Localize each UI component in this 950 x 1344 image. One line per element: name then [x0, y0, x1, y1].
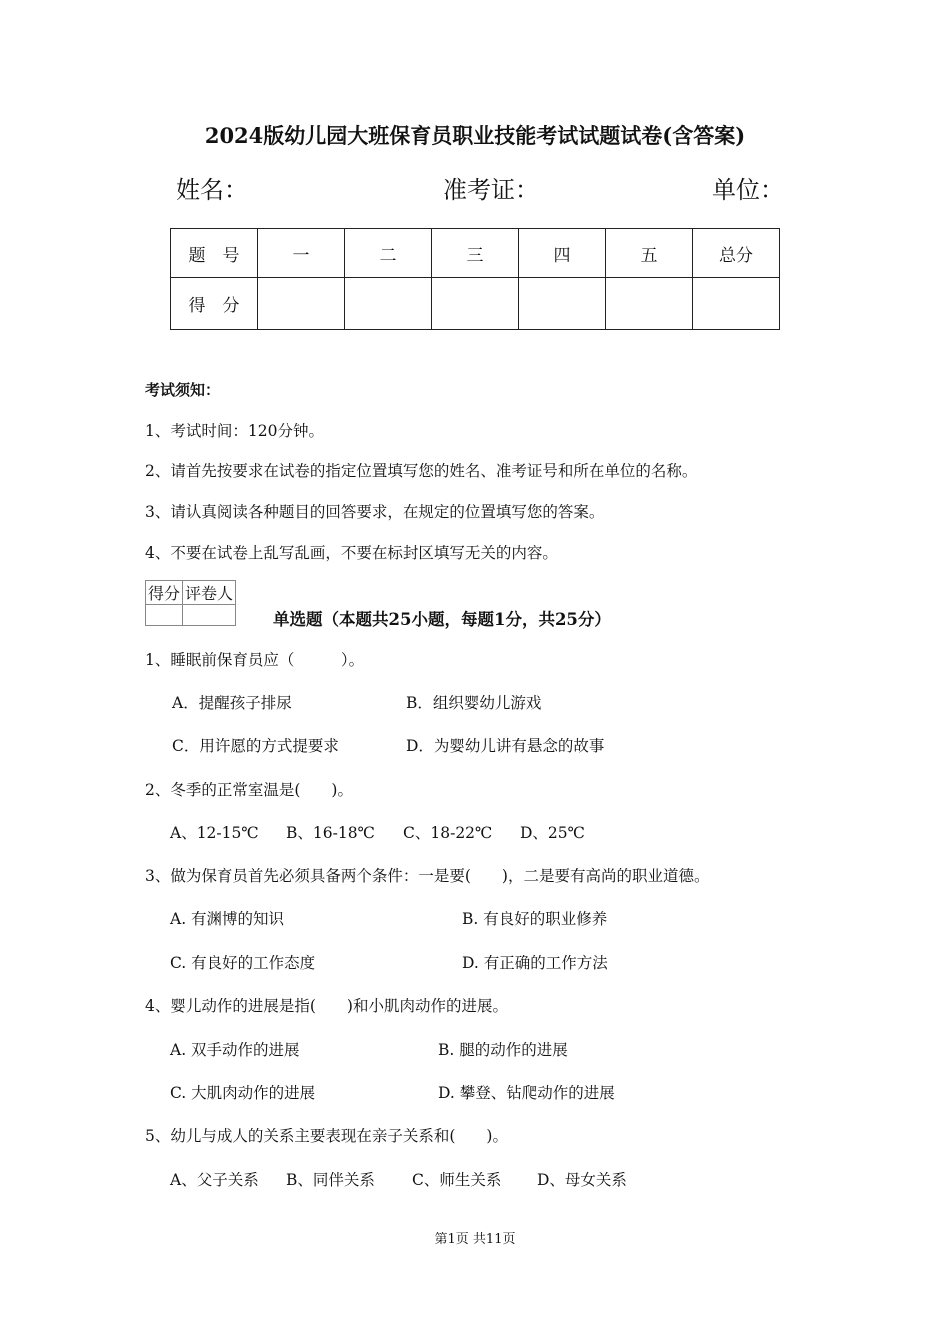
notice-item: 3、请认真阅读各种题目的回答要求，在规定的位置填写您的答案。: [145, 503, 605, 521]
question-option: B. 腿的动作的进展: [438, 1041, 568, 1059]
notice-item: 2、请首先按要求在试卷的指定位置填写您的姓名、准考证号和所在单位的名称。: [145, 462, 698, 480]
question-option: D. 攀登、钻爬动作的进展: [438, 1084, 615, 1102]
score-cell[interactable]: [258, 278, 345, 330]
question-option: D. 有正确的工作方法: [462, 954, 608, 972]
score-table-header-cell: 一: [258, 229, 345, 278]
section-title: 单选题（本题共25小题，每题1分，共25分）: [273, 610, 611, 629]
question-option: C. 有良好的工作态度: [170, 954, 316, 972]
question-option: D．为婴幼儿讲有悬念的故事: [406, 737, 605, 755]
question-option: C、师生关系: [412, 1171, 502, 1189]
question-option: A. 有渊博的知识: [170, 910, 285, 928]
question-option: D、25℃: [520, 824, 585, 842]
question-option: A. 双手动作的进展: [170, 1041, 300, 1059]
name-field-label: 姓名：: [176, 176, 248, 204]
question-option: B、同伴关系: [286, 1171, 375, 1189]
score-cell[interactable]: [519, 278, 606, 330]
question-stem: 1、睡眠前保育员应（ ）。: [145, 651, 365, 669]
score-cell[interactable]: [693, 278, 780, 330]
question-option: C．用许愿的方式提要求: [172, 737, 339, 755]
question-option: C. 大肌肉动作的进展: [170, 1084, 316, 1102]
grader-box: [145, 580, 236, 626]
exam-id-field-label: 准考证：: [443, 176, 539, 204]
question-option: A、父子关系: [170, 1171, 259, 1189]
question-stem: 2、冬季的正常室温是( )。: [145, 781, 353, 799]
score-table-score-row: [171, 278, 780, 330]
question-stem: 3、做为保育员首先必须具备两个条件：一是要( )，二是要有高尚的职业道德。: [145, 867, 710, 885]
question-option: A．提醒孩子排尿: [172, 694, 292, 712]
score-table-header-cell: 五: [606, 229, 693, 278]
score-table-header-cell: 二: [345, 229, 432, 278]
score-table-header-cell: 四: [519, 229, 606, 278]
grader-name-cell[interactable]: [183, 605, 236, 626]
score-table: [170, 228, 780, 330]
question-option: B. 有良好的职业修养: [462, 910, 608, 928]
score-table-header-cell: 三: [432, 229, 519, 278]
score-cell[interactable]: [606, 278, 693, 330]
score-table-header-row: [171, 229, 780, 278]
unit-field-label: 单位：: [712, 176, 784, 204]
question-option: D、母女关系: [537, 1171, 627, 1189]
question-stem: 4、婴儿动作的进展是指( )和小肌肉动作的进展。: [145, 997, 508, 1015]
score-row-label: 得 分: [171, 278, 258, 330]
question-option: B．组织婴幼儿游戏: [406, 694, 542, 712]
score-table-header-cell: 题 号: [171, 229, 258, 278]
notice-item: 1、考试时间：120分钟。: [145, 422, 324, 440]
document-title: 2024版幼儿园大班保育员职业技能考试试题试卷(含答案): [204, 123, 746, 148]
question-option: C、18-22℃: [403, 824, 493, 842]
question-option: A、12-15℃: [170, 824, 259, 842]
grader-score-label: 得分: [146, 581, 183, 605]
score-table-header-cell: 总分: [693, 229, 780, 278]
score-cell[interactable]: [432, 278, 519, 330]
notice-item: 4、不要在试卷上乱写乱画，不要在标封区填写无关的内容。: [145, 544, 558, 562]
score-cell[interactable]: [345, 278, 432, 330]
grader-name-label: 评卷人: [183, 581, 236, 605]
question-stem: 5、幼儿与成人的关系主要表现在亲子关系和( )。: [145, 1127, 508, 1145]
page-footer: 第1页 共11页: [434, 1232, 516, 1247]
question-option: B、16-18℃: [286, 824, 375, 842]
notice-title: 考试须知：: [145, 381, 221, 399]
grader-score-cell[interactable]: [146, 605, 183, 626]
